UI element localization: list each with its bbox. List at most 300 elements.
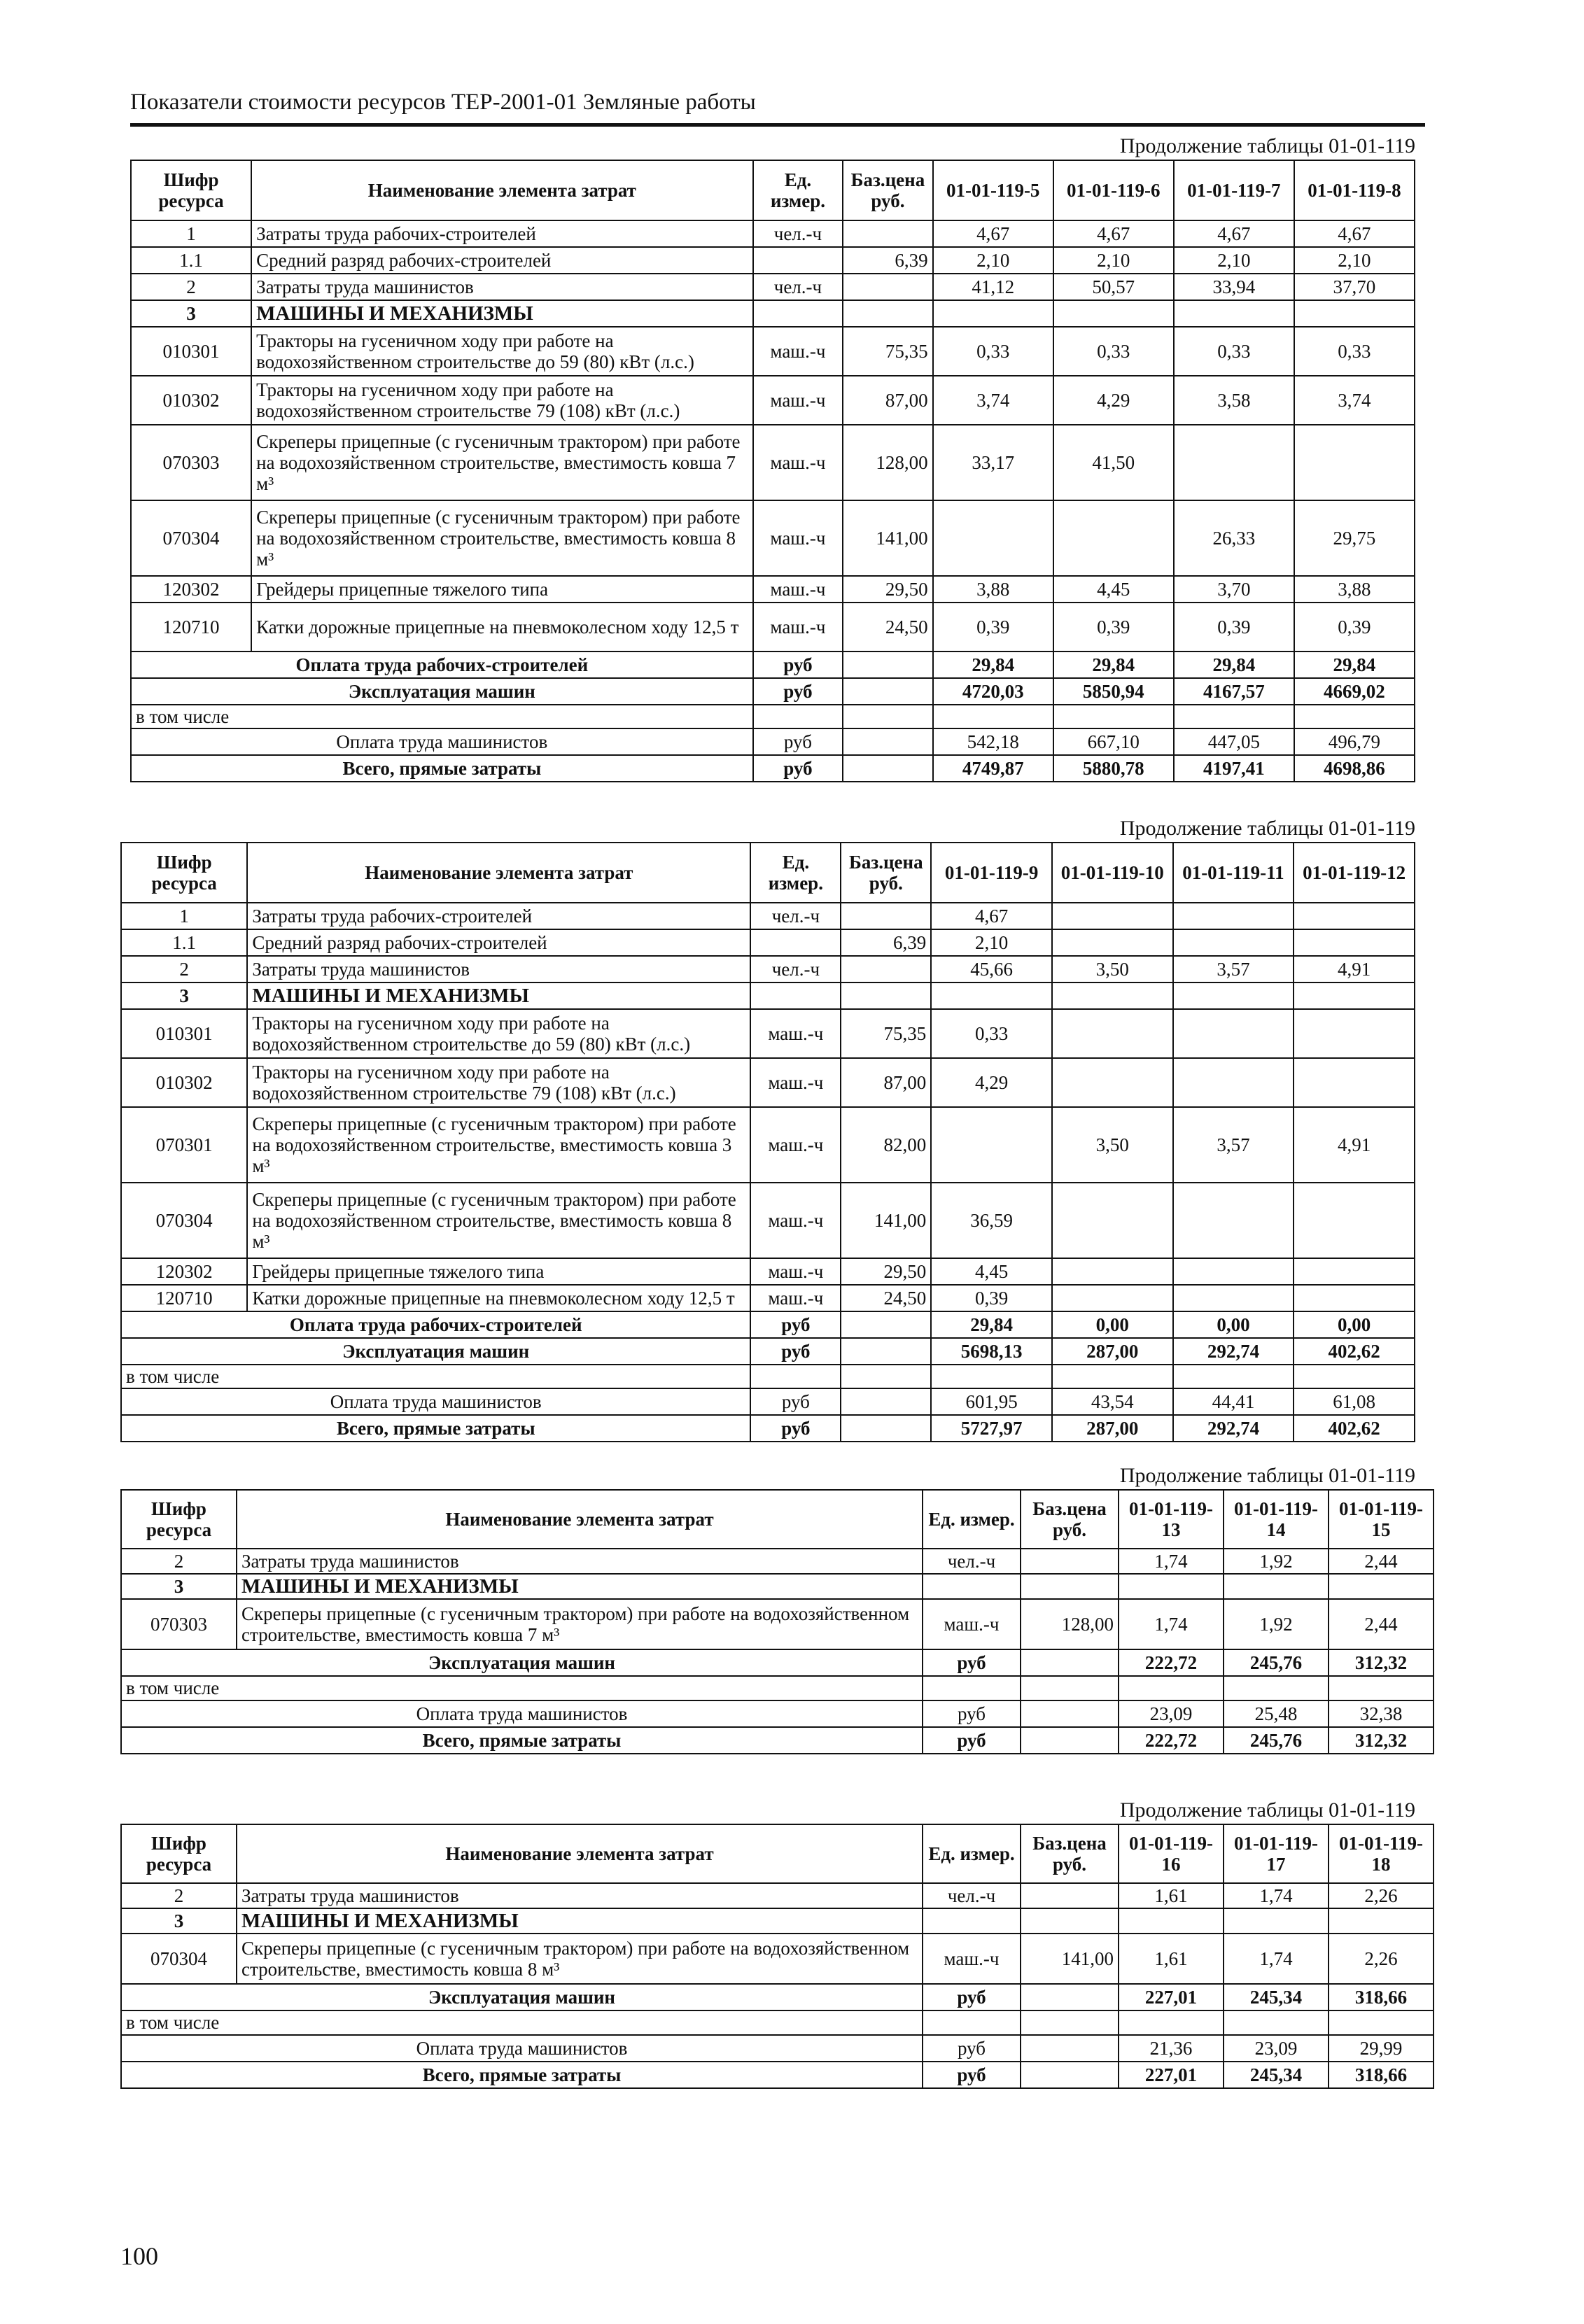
totals-value: 402,62: [1294, 1338, 1415, 1365]
totals-value: 292,74: [1173, 1415, 1294, 1442]
resource-code: 2: [121, 1549, 237, 1574]
resource-value: [1052, 1183, 1173, 1258]
resource-value: [1294, 1009, 1415, 1058]
resource-unit: маш.-ч: [750, 1009, 841, 1058]
resource-value: 1,74: [1119, 1549, 1224, 1574]
column-header-estimate: 01-01-119-11: [1173, 843, 1294, 903]
table-row: [121, 1883, 1434, 1908]
totals-value: [1294, 1365, 1415, 1388]
resource-value: 45,66: [931, 956, 1052, 983]
totals-label: Оплата труда рабочих-строителей: [131, 652, 753, 678]
totals-row: [131, 652, 1415, 678]
resource-unit: [923, 1574, 1021, 1599]
resource-value: 41,12: [933, 274, 1053, 300]
resource-value: [1119, 1908, 1224, 1934]
resource-value: 50,57: [1053, 274, 1174, 300]
resource-value: [1173, 1285, 1294, 1311]
column-header-price: Баз.цена руб.: [1021, 1490, 1119, 1549]
resource-unit: чел.-ч: [753, 220, 843, 247]
totals-price-cell: [1021, 2035, 1119, 2062]
resource-value: 2,44: [1329, 1549, 1434, 1574]
resource-value: [1119, 1574, 1224, 1599]
column-header-estimate: 01-01-119-9: [931, 843, 1052, 903]
resource-base-price: [841, 903, 931, 929]
resource-code: 1.1: [131, 247, 251, 274]
resource-code: 010301: [131, 327, 251, 376]
resource-code: 070301: [121, 1107, 247, 1183]
resource-unit: чел.-ч: [923, 1883, 1021, 1908]
resource-unit: маш.-ч: [753, 603, 843, 652]
totals-price-cell: [1021, 2010, 1119, 2034]
totals-unit: руб: [923, 1727, 1021, 1754]
resource-code: 070304: [121, 1934, 237, 1984]
resource-value: [1052, 903, 1173, 929]
resource-base-price: 75,35: [843, 327, 933, 376]
resource-value: [1294, 1258, 1415, 1285]
column-header-estimate: 01-01-119-7: [1174, 160, 1294, 220]
resource-value: 1,92: [1224, 1599, 1329, 1649]
totals-unit: руб: [923, 1984, 1021, 2010]
totals-unit: руб: [750, 1311, 841, 1338]
resource-value: 37,70: [1294, 274, 1415, 300]
resource-value: 2,10: [1174, 247, 1294, 274]
totals-value: 318,66: [1329, 1984, 1434, 2010]
resource-name: Затраты труда машинистов: [237, 1883, 923, 1908]
resource-value: 1,61: [1119, 1883, 1224, 1908]
totals-price-cell: [1021, 1649, 1119, 1676]
resource-value: 2,44: [1329, 1599, 1434, 1649]
resource-unit: маш.-ч: [753, 376, 843, 425]
totals-value: 4698,86: [1294, 755, 1415, 782]
table-row: [121, 1599, 1434, 1649]
column-header-unit: Ед. измер.: [750, 843, 841, 903]
totals-label: Эксплуатация машин: [131, 678, 753, 705]
totals-label: в том числе: [121, 1676, 923, 1700]
totals-value: [1294, 705, 1415, 728]
totals-value: [1174, 705, 1294, 728]
totals-value: [1224, 1676, 1329, 1700]
resource-table: [120, 1824, 1434, 2089]
resource-value: 0,39: [1174, 603, 1294, 652]
resource-base-price: [843, 300, 933, 327]
column-header-code: Шифр ресурса: [121, 1824, 237, 1883]
totals-value: 29,84: [1174, 652, 1294, 678]
resource-code: 3: [121, 1574, 237, 1599]
resource-name: Тракторы на гусеничном ходу при работе на водохозяйственном строительстве 79 (108) кВт (л.с.): [247, 1058, 750, 1107]
resource-base-price: 29,50: [841, 1258, 931, 1285]
totals-value: 23,09: [1224, 2035, 1329, 2062]
resource-value: 4,91: [1294, 956, 1415, 983]
totals-row: [121, 2035, 1434, 2062]
table-row: [121, 1009, 1415, 1058]
totals-value: 402,62: [1294, 1415, 1415, 1442]
totals-value: [1224, 2010, 1329, 2034]
resource-unit: маш.-ч: [923, 1599, 1021, 1649]
resource-value: 26,33: [1174, 500, 1294, 576]
resource-value: 4,45: [931, 1258, 1052, 1285]
resource-value: 0,33: [931, 1009, 1052, 1058]
totals-row: [131, 755, 1415, 782]
totals-label: Эксплуатация машин: [121, 1649, 923, 1676]
totals-row: [131, 728, 1415, 755]
continuation-caption: Продолжение таблицы 01-01-119: [1119, 1798, 1415, 1822]
totals-row: [121, 1984, 1434, 2010]
resource-value: [1173, 983, 1294, 1009]
totals-price-cell: [843, 705, 933, 728]
column-header-name: Наименование элемента затрат: [247, 843, 750, 903]
table-row: [131, 220, 1415, 247]
resource-value: 4,67: [1294, 220, 1415, 247]
totals-price-cell: [1021, 1700, 1119, 1727]
resource-value: 4,45: [1053, 576, 1174, 603]
resource-value: 2,10: [1294, 247, 1415, 274]
totals-value: 4669,02: [1294, 678, 1415, 705]
totals-value: 222,72: [1119, 1727, 1224, 1754]
resource-value: 1,61: [1119, 1934, 1224, 1984]
totals-price-cell: [841, 1338, 931, 1365]
resource-name: МАШИНЫ И МЕХАНИЗМЫ: [237, 1908, 923, 1934]
column-header-estimate: 01-01-119-16: [1119, 1824, 1224, 1883]
column-header-estimate: 01-01-119-5: [933, 160, 1053, 220]
resource-value: [1329, 1908, 1434, 1934]
resource-value: [933, 300, 1053, 327]
resource-name: МАШИНЫ И МЕХАНИЗМЫ: [237, 1574, 923, 1599]
resource-value: 0,39: [933, 603, 1053, 652]
continuation-caption: Продолжение таблицы 01-01-119: [1119, 134, 1415, 157]
totals-value: 4167,57: [1174, 678, 1294, 705]
resource-base-price: 29,50: [843, 576, 933, 603]
totals-label: Оплата труда машинистов: [121, 1700, 923, 1727]
resource-unit: [923, 1908, 1021, 1934]
resource-name: Затраты труда машинистов: [247, 956, 750, 983]
resource-table: [130, 160, 1415, 782]
page-header: Показатели стоимости ресурсов ТЕР-2001-01 Земляные работы: [130, 90, 756, 115]
resource-value: 1,74: [1119, 1599, 1224, 1649]
resource-value: [1053, 300, 1174, 327]
resource-value: 0,39: [1294, 603, 1415, 652]
totals-label: Оплата труда машинистов: [121, 2035, 923, 2062]
totals-value: 447,05: [1174, 728, 1294, 755]
totals-price-cell: [841, 1311, 931, 1338]
totals-price-cell: [841, 1415, 931, 1442]
totals-unit: руб: [750, 1415, 841, 1442]
totals-value: 245,34: [1224, 1984, 1329, 2010]
resource-value: 3,88: [933, 576, 1053, 603]
totals-value: 25,48: [1224, 1700, 1329, 1727]
table-header-row: [131, 160, 1415, 220]
totals-label: Всего, прямые затраты: [121, 1727, 923, 1754]
resource-name: Катки дорожные прицепные на пневмоколесном ходу 12,5 т: [247, 1285, 750, 1311]
column-header-unit: Ед. измер.: [753, 160, 843, 220]
resource-value: [1052, 983, 1173, 1009]
column-header-name: Наименование элемента затрат: [237, 1824, 923, 1883]
resource-code: 120302: [121, 1258, 247, 1285]
resource-base-price: 128,00: [1021, 1599, 1119, 1649]
resource-code: 070303: [131, 425, 251, 500]
column-header-estimate: 01-01-119-10: [1052, 843, 1173, 903]
totals-value: 5850,94: [1053, 678, 1174, 705]
resource-unit: маш.-ч: [750, 1183, 841, 1258]
totals-value: 5880,78: [1053, 755, 1174, 782]
totals-row: [121, 1700, 1434, 1727]
totals-value: [1052, 1365, 1173, 1388]
totals-label: Всего, прямые затраты: [121, 2062, 923, 2088]
totals-value: 29,84: [931, 1311, 1052, 1338]
resource-base-price: 24,50: [841, 1285, 931, 1311]
resource-value: [1052, 1258, 1173, 1285]
totals-value: 245,76: [1224, 1727, 1329, 1754]
totals-unit: руб: [750, 1388, 841, 1415]
totals-label: Всего, прямые затраты: [131, 755, 753, 782]
column-header-code: Шифр ресурса: [121, 1490, 237, 1549]
totals-value: 29,99: [1329, 2035, 1434, 2062]
resource-value: 0,33: [1174, 327, 1294, 376]
resource-value: [1173, 1258, 1294, 1285]
totals-row: [121, 1727, 1434, 1754]
totals-price-cell: [843, 678, 933, 705]
totals-label: Оплата труда машинистов: [121, 1388, 750, 1415]
totals-value: 0,00: [1173, 1311, 1294, 1338]
totals-value: 4749,87: [933, 755, 1053, 782]
resource-value: 4,29: [931, 1058, 1052, 1107]
resource-value: 3,88: [1294, 576, 1415, 603]
resource-base-price: [1021, 1908, 1119, 1934]
resource-base-price: 141,00: [1021, 1934, 1119, 1984]
table-row: [121, 1258, 1415, 1285]
totals-price-cell: [841, 1365, 931, 1388]
resource-unit: [750, 983, 841, 1009]
resource-value: 4,91: [1294, 1107, 1415, 1183]
totals-price-cell: [1021, 1727, 1119, 1754]
totals-row: [121, 1676, 1434, 1700]
totals-value: 227,01: [1119, 2062, 1224, 2088]
resource-value: [1052, 1058, 1173, 1107]
totals-value: 4197,41: [1174, 755, 1294, 782]
resource-value: [931, 983, 1052, 1009]
resource-value: 33,17: [933, 425, 1053, 500]
resource-unit: маш.-ч: [750, 1107, 841, 1183]
totals-price-cell: [843, 728, 933, 755]
resource-value: [1294, 1285, 1415, 1311]
totals-unit: руб: [923, 1700, 1021, 1727]
resource-value: 4,67: [1053, 220, 1174, 247]
resource-value: [1173, 1009, 1294, 1058]
column-header-estimate: 01-01-119-17: [1224, 1824, 1329, 1883]
continuation-caption: Продолжение таблицы 01-01-119: [1119, 1464, 1415, 1487]
resource-value: [1173, 1058, 1294, 1107]
resource-base-price: 24,50: [843, 603, 933, 652]
resource-unit: [753, 300, 843, 327]
totals-value: 245,34: [1224, 2062, 1329, 2088]
resource-unit: маш.-ч: [750, 1058, 841, 1107]
totals-value: 496,79: [1294, 728, 1415, 755]
totals-price-cell: [1021, 1676, 1119, 1700]
resource-unit: маш.-ч: [750, 1258, 841, 1285]
totals-value: [1119, 2010, 1224, 2034]
column-header-price: Баз.цена руб.: [1021, 1824, 1119, 1883]
resource-value: 0,39: [931, 1285, 1052, 1311]
column-header-unit: Ед. измер.: [923, 1490, 1021, 1549]
totals-value: 227,01: [1119, 1984, 1224, 2010]
resource-unit: чел.-ч: [750, 903, 841, 929]
totals-value: 44,41: [1173, 1388, 1294, 1415]
totals-value: 5698,13: [931, 1338, 1052, 1365]
table-row: [121, 1549, 1434, 1574]
totals-value: 32,38: [1329, 1700, 1434, 1727]
column-header-estimate: 01-01-119-12: [1294, 843, 1415, 903]
page-number: 100: [120, 2242, 158, 2270]
totals-price-cell: [1021, 1984, 1119, 2010]
totals-price-cell: [843, 755, 933, 782]
resource-value: 4,67: [933, 220, 1053, 247]
resource-base-price: [1021, 1574, 1119, 1599]
totals-row: [121, 1649, 1434, 1676]
table-row: [121, 1934, 1434, 1984]
totals-price-cell: [843, 652, 933, 678]
totals-unit: руб: [923, 2035, 1021, 2062]
resource-table: [120, 1489, 1434, 1754]
totals-value: 222,72: [1119, 1649, 1224, 1676]
resource-code: 2: [121, 1883, 237, 1908]
totals-row: [121, 1365, 1415, 1388]
resource-value: 36,59: [931, 1183, 1052, 1258]
totals-value: 29,84: [1053, 652, 1174, 678]
resource-value: [1294, 1058, 1415, 1107]
table-header-row: [121, 1824, 1434, 1883]
totals-unit: руб: [923, 1649, 1021, 1676]
totals-row: [131, 678, 1415, 705]
totals-row: [121, 1388, 1415, 1415]
resource-unit: чел.-ч: [753, 274, 843, 300]
resource-name: Затраты труда машинистов: [237, 1549, 923, 1574]
resource-name: Затраты труда машинистов: [251, 274, 753, 300]
resource-value: [933, 500, 1053, 576]
resource-base-price: 6,39: [841, 929, 931, 956]
resource-value: [1294, 983, 1415, 1009]
totals-price-cell: [841, 1388, 931, 1415]
table-row: [121, 1058, 1415, 1107]
resource-base-price: 75,35: [841, 1009, 931, 1058]
resource-value: [1174, 300, 1294, 327]
column-header-estimate: 01-01-119-13: [1119, 1490, 1224, 1549]
totals-row: [121, 2062, 1434, 2088]
resource-value: [1329, 1574, 1434, 1599]
table-row: [121, 903, 1415, 929]
table-row: [121, 956, 1415, 983]
resource-base-price: [1021, 1549, 1119, 1574]
section-row: [131, 300, 1415, 327]
totals-value: [931, 1365, 1052, 1388]
resource-name: МАШИНЫ И МЕХАНИЗМЫ: [247, 983, 750, 1009]
resource-code: 1: [131, 220, 251, 247]
resource-name: Скреперы прицепные (с гусеничным трактором) при работе на водохозяйственном строительстве, вместимость ковша 3 м³: [247, 1107, 750, 1183]
table-row: [131, 327, 1415, 376]
resource-value: [1224, 1574, 1329, 1599]
resource-value: 1,74: [1224, 1934, 1329, 1984]
totals-row: [121, 1415, 1415, 1442]
resource-value: [1053, 500, 1174, 576]
resource-unit: [750, 929, 841, 956]
totals-unit: руб: [753, 678, 843, 705]
resource-value: [1294, 929, 1415, 956]
resource-value: 3,74: [1294, 376, 1415, 425]
totals-label: Эксплуатация машин: [121, 1984, 923, 2010]
totals-value: 287,00: [1052, 1415, 1173, 1442]
resource-value: 0,33: [1053, 327, 1174, 376]
column-header-name: Наименование элемента затрат: [251, 160, 753, 220]
totals-label: в том числе: [121, 1365, 750, 1388]
resource-code: 3: [131, 300, 251, 327]
resource-name: Затраты труда рабочих-строителей: [251, 220, 753, 247]
resource-unit: маш.-ч: [753, 576, 843, 603]
totals-unit: [923, 2010, 1021, 2034]
totals-unit: руб: [753, 728, 843, 755]
resource-value: 29,75: [1294, 500, 1415, 576]
resource-value: [1224, 1908, 1329, 1934]
resource-name: Грейдеры прицепные тяжелого типа: [247, 1258, 750, 1285]
resource-code: 120302: [131, 576, 251, 603]
resource-base-price: 141,00: [843, 500, 933, 576]
totals-value: 245,76: [1224, 1649, 1329, 1676]
resource-code: 1: [121, 903, 247, 929]
column-header-estimate: 01-01-119-6: [1053, 160, 1174, 220]
totals-row: [121, 1338, 1415, 1365]
resource-base-price: [843, 274, 933, 300]
resource-value: [1173, 929, 1294, 956]
totals-price-cell: [1021, 2062, 1119, 2088]
totals-value: [1329, 1676, 1434, 1700]
totals-value: 21,36: [1119, 2035, 1224, 2062]
resource-value: [1052, 929, 1173, 956]
totals-value: 61,08: [1294, 1388, 1415, 1415]
totals-value: 667,10: [1053, 728, 1174, 755]
totals-value: 0,00: [1294, 1311, 1415, 1338]
continuation-caption: Продолжение таблицы 01-01-119: [1119, 817, 1415, 840]
resource-base-price: 87,00: [843, 376, 933, 425]
totals-value: 601,95: [931, 1388, 1052, 1415]
resource-name: МАШИНЫ И МЕХАНИЗМЫ: [251, 300, 753, 327]
resource-code: 1.1: [121, 929, 247, 956]
resource-value: 0,39: [1053, 603, 1174, 652]
totals-label: в том числе: [131, 705, 753, 728]
resource-name: Скреперы прицепные (с гусеничным трактором) при работе на водохозяйственном строительстве, вместимость ковша 8 м³: [237, 1934, 923, 1984]
resource-unit: маш.-ч: [753, 500, 843, 576]
resource-value: 33,94: [1174, 274, 1294, 300]
totals-value: 29,84: [933, 652, 1053, 678]
resource-table: [120, 842, 1415, 1442]
section-row: [121, 983, 1415, 1009]
resource-name: Тракторы на гусеничном ходу при работе на водохозяйственном строительстве до 59 (80) кВт (л.с.): [251, 327, 753, 376]
totals-row: [131, 705, 1415, 728]
column-header-estimate: 01-01-119-15: [1329, 1490, 1434, 1549]
totals-unit: [923, 1676, 1021, 1700]
totals-value: 0,00: [1052, 1311, 1173, 1338]
resource-code: 3: [121, 1908, 237, 1934]
table-row: [121, 1183, 1415, 1258]
totals-value: [1053, 705, 1174, 728]
resource-base-price: [841, 983, 931, 1009]
totals-value: 29,84: [1294, 652, 1415, 678]
resource-code: 010302: [131, 376, 251, 425]
table-row: [121, 1107, 1415, 1183]
resource-name: Тракторы на гусеничном ходу при работе на водохозяйственном строительстве до 59 (80) кВт (л.с.): [247, 1009, 750, 1058]
resource-value: 2,10: [933, 247, 1053, 274]
resource-value: 2,10: [1053, 247, 1174, 274]
resource-value: [1052, 1285, 1173, 1311]
resource-value: 41,50: [1053, 425, 1174, 500]
resource-name: Скреперы прицепные (с гусеничным трактором) при работе на водохозяйственном строительстве, вместимость ковша 7 м³: [237, 1599, 923, 1649]
resource-base-price: 128,00: [843, 425, 933, 500]
